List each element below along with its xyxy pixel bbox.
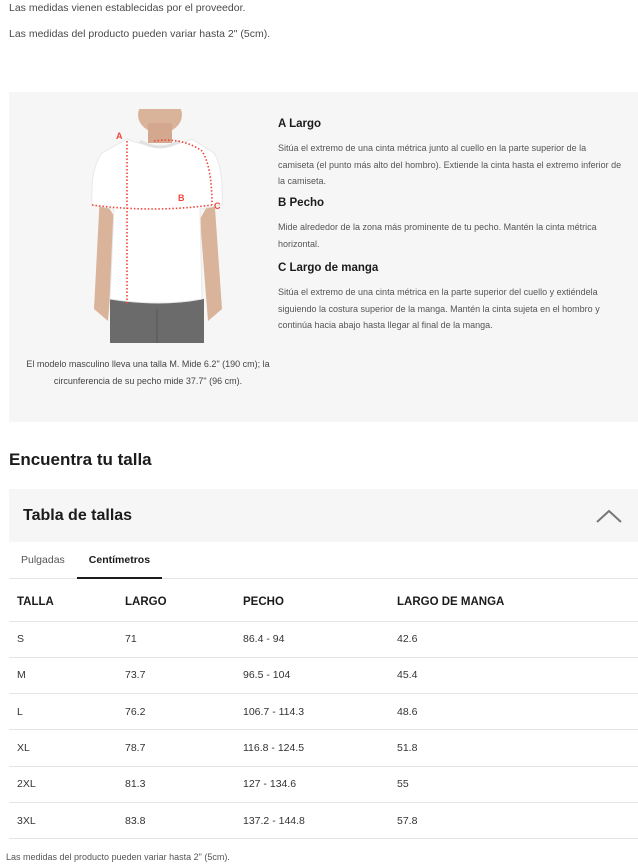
model-caption: El modelo masculino lleva una talla M. Mide 6.2" (190 cm); la circunferencia de su pecho mide 37.7" (96 cm).: [26, 359, 270, 386]
cell-length: 81.3: [117, 766, 235, 802]
table-row: [9, 730, 638, 766]
measurement-guide: [9, 92, 638, 422]
find-size-heading: Encuentra tu talla: [9, 450, 152, 469]
chevron-up-icon[interactable]: [594, 506, 624, 526]
cell-sleeve: 42.6: [389, 621, 638, 657]
cell-sleeve: 55: [389, 766, 638, 802]
cell-sleeve: 45.4: [389, 657, 638, 693]
cell-size: 2XL: [9, 766, 117, 802]
tab-centimeters[interactable]: Centímetros: [77, 543, 162, 579]
svg-text:B: B: [178, 193, 185, 203]
cell-length: 76.2: [117, 694, 235, 730]
header-size: TALLA: [9, 583, 117, 621]
cell-chest: 106.7 - 114.3: [235, 694, 389, 730]
measurement-text: Sitúa el extremo de una cinta métrica junto al cuello en la parte superior de la camiseta (el punto más alto del hombro). Extiende la cinta hasta el extremo inferior de la camiseta.: [278, 143, 622, 186]
cell-sleeve: 57.8: [389, 802, 638, 838]
accordion-title: Tabla de tallas: [23, 506, 133, 524]
unit-tabs: [9, 543, 638, 579]
table-row: [9, 694, 638, 730]
cell-chest: 86.4 - 94: [235, 621, 389, 657]
cell-length: 78.7: [117, 730, 235, 766]
cell-sleeve: 51.8: [389, 730, 638, 766]
cell-sleeve: 48.6: [389, 694, 638, 730]
measurement-title: A Largo: [278, 118, 322, 130]
table-row: [9, 766, 638, 802]
cell-length: 83.8: [117, 802, 235, 838]
table-row: [9, 802, 638, 838]
table-row: [9, 621, 638, 657]
cell-chest: 116.8 - 124.5: [235, 730, 389, 766]
cell-length: 73.7: [117, 657, 235, 693]
supplier-note: Las medidas vienen establecidas por el proveedor.: [9, 2, 246, 14]
size-table: [9, 583, 638, 839]
measurement-length: [278, 118, 623, 190]
measurement-text: Sitúa el extremo de una cinta métrica en la parte superior del cuello y extiéndela siguiendo la costura superior de la manga. Mantén la cinta sujeta en el hombro y continúa hacia abajo hasta llegar al final de la manga.: [278, 287, 600, 330]
svg-text:A: A: [116, 131, 123, 141]
measurement-sleeve: [278, 262, 623, 334]
table-row: [9, 657, 638, 693]
tshirt-model-illustration: [82, 109, 232, 343]
tab-inches[interactable]: Pulgadas: [21, 554, 65, 566]
cell-chest: 127 - 134.6: [235, 766, 389, 802]
cell-chest: 137.2 - 144.8: [235, 802, 389, 838]
header-sleeve: LARGO DE MANGA: [389, 583, 638, 621]
cell-chest: 96.5 - 104: [235, 657, 389, 693]
table-header-row: [9, 583, 638, 621]
measurement-title: C Largo de manga: [278, 262, 379, 274]
size-chart-accordion-toggle[interactable]: [9, 489, 638, 542]
model-photo: [82, 109, 232, 343]
table-footnote: Las medidas del producto pueden variar hasta 2" (5cm).: [6, 852, 230, 862]
cell-size: S: [9, 621, 117, 657]
svg-text:C: C: [214, 201, 221, 211]
cell-size: XL: [9, 730, 117, 766]
cell-size: L: [9, 694, 117, 730]
measurement-chest: [278, 197, 623, 252]
header-chest: PECHO: [235, 583, 389, 621]
cell-size: M: [9, 657, 117, 693]
cell-length: 71: [117, 621, 235, 657]
variance-note: Las medidas del producto pueden variar hasta 2" (5cm).: [9, 28, 271, 40]
cell-size: 3XL: [9, 802, 117, 838]
measurement-text: Mide alrededor de la zona más prominente de tu pecho. Mantén la cinta métrica horizontal.: [278, 222, 597, 249]
header-length: LARGO: [117, 583, 235, 621]
measurement-title: B Pecho: [278, 197, 325, 209]
